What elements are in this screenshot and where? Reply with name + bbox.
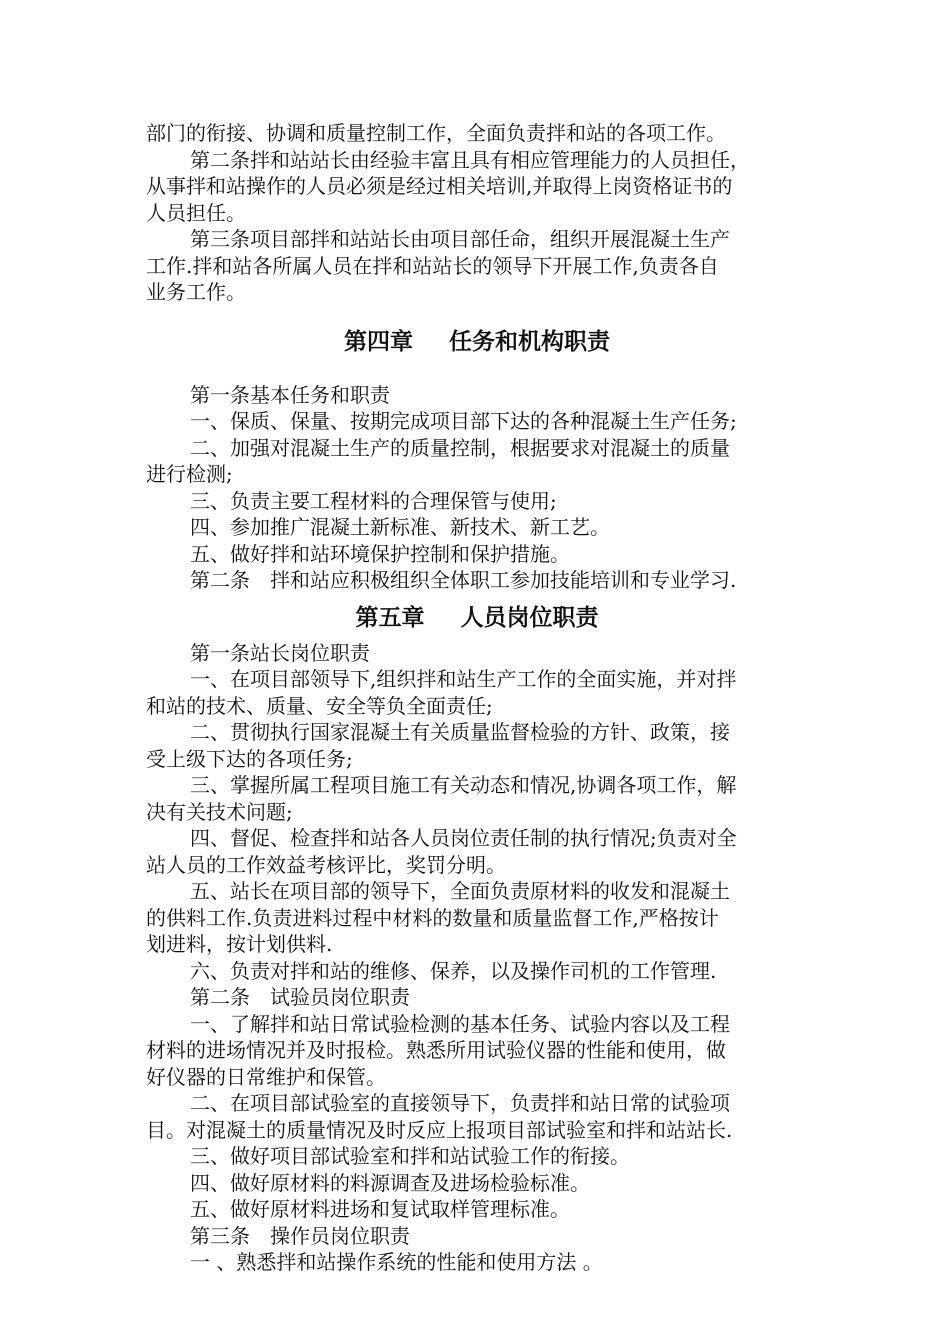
paragraph-line: 部门的衔接、协调和质量控制工作，全面负责拌和站的各项工作。: [146, 121, 726, 145]
list-item-continuation: 站人员的工作效益考核评比，奖罚分明。: [146, 852, 506, 877]
list-item: 二、贯彻执行国家混凝土有关质量监督检验的方针、政策，接: [190, 720, 730, 744]
chapter-5-number: 第五章: [355, 604, 425, 631]
article-heading: 第三条 操作员岗位职责: [190, 1223, 410, 1248]
chapter-4-number: 第四章: [344, 328, 413, 355]
list-item: 四、做好原材料的料源调查及进场检验标准。: [190, 1170, 590, 1195]
document-page: [146, 120, 808, 1276]
list-item-continuation: 目。对混凝土的质量情况及时反应上报项目部试验室和拌和站站长.: [146, 1117, 733, 1142]
chapter-4-heading: [146, 324, 808, 360]
list-item: 二、在项目部试验室的直接领导下，负责拌和站日常的试验项: [190, 1091, 730, 1115]
article-heading: 第二条 拌和站应积极组织全体职工参加技能培训和专业学习.: [190, 568, 737, 592]
list-item-continuation: 和站的技术、质量、安全等负全面责任;: [146, 693, 493, 718]
list-item-continuation: 进行检测;: [146, 462, 233, 486]
list-item: 一、在项目部领导下,组织拌和站生产工作的全面实施，并对拌: [190, 667, 737, 691]
article-heading: 第一条站长岗位职责: [190, 640, 370, 665]
chapter-5-title: 人员岗位职责: [460, 604, 599, 631]
list-item: 二、加强对混凝土生产的质量控制，根据要求对混凝土的质量: [190, 435, 730, 460]
article-3-line: 第三条项目部拌和站站长由项目部任命，组织开展混凝土生产: [190, 227, 730, 251]
list-item-continuation: 决有关技术问题;: [146, 799, 293, 824]
paragraph-line: 工作.拌和站各所属人员在拌和站站长的领导下开展工作,负责各自: [146, 253, 719, 278]
list-item: 四、参加推广混凝土新标准、新技术、新工艺。: [190, 515, 610, 539]
list-item: 三、做好项目部试验室和拌和站试验工作的衔接。: [190, 1144, 630, 1168]
list-item-continuation: 好仪器的日常维护和保管。: [146, 1064, 386, 1089]
list-item: 六、负责对拌和站的维修、保养，以及操作司机的工作管理.: [190, 958, 717, 983]
list-item-continuation: 材料的进场情况并及时报检。熟悉所用试验仪器的性能和使用，做: [146, 1038, 726, 1062]
chapter-5-heading: [146, 600, 808, 636]
list-item: 一、保质、保量、按期完成项目部下达的各种混凝土生产任务;: [190, 409, 737, 433]
list-item-continuation: 的供料工作.负责进料过程中材料的数量和质量监督工作,严格按计: [146, 905, 719, 930]
list-item: 五、做好原材料进场和复试取样管理标准。: [190, 1197, 570, 1221]
article-heading: 第二条 试验员岗位职责: [190, 985, 410, 1009]
list-item: 四、督促、检查拌和站各人员岗位责任制的执行情况;负责对全: [190, 826, 737, 850]
article-2-line: 第二条拌和站站长由经验丰富且具有相应管理能力的人员担任，: [190, 147, 750, 172]
article-heading: 第一条基本任务和职责: [190, 382, 390, 407]
list-item-continuation: 划进料，按计划供料.: [146, 932, 333, 956]
paragraph-line: 从事拌和站操作的人员必须是经过相关培训,并取得上岗资格证书的: [146, 174, 733, 198]
list-item: 一、了解拌和站日常试验检测的基本任务、试验内容以及工程: [190, 1011, 730, 1036]
list-item: 五、站长在项目部的领导下，全面负责原材料的收发和混凝土: [190, 879, 730, 903]
list-item: 三、掌握所属工程项目施工有关动态和情况,协调各项工作，解: [190, 773, 737, 797]
list-item-continuation: 受上级下达的各项任务;: [146, 746, 353, 771]
chapter-4-title: 任务和机构职责: [449, 328, 610, 355]
list-item: 三、负责主要工程材料的合理保管与使用;: [190, 488, 557, 513]
list-item: 一 、熟悉拌和站操作系统的性能和使用方法 。: [190, 1250, 603, 1274]
paragraph-line: 业务工作。: [146, 280, 246, 304]
list-item: 五、做好拌和站环境保护控制和保护措施。: [190, 541, 570, 566]
paragraph-line: 人员担任。: [146, 200, 246, 225]
